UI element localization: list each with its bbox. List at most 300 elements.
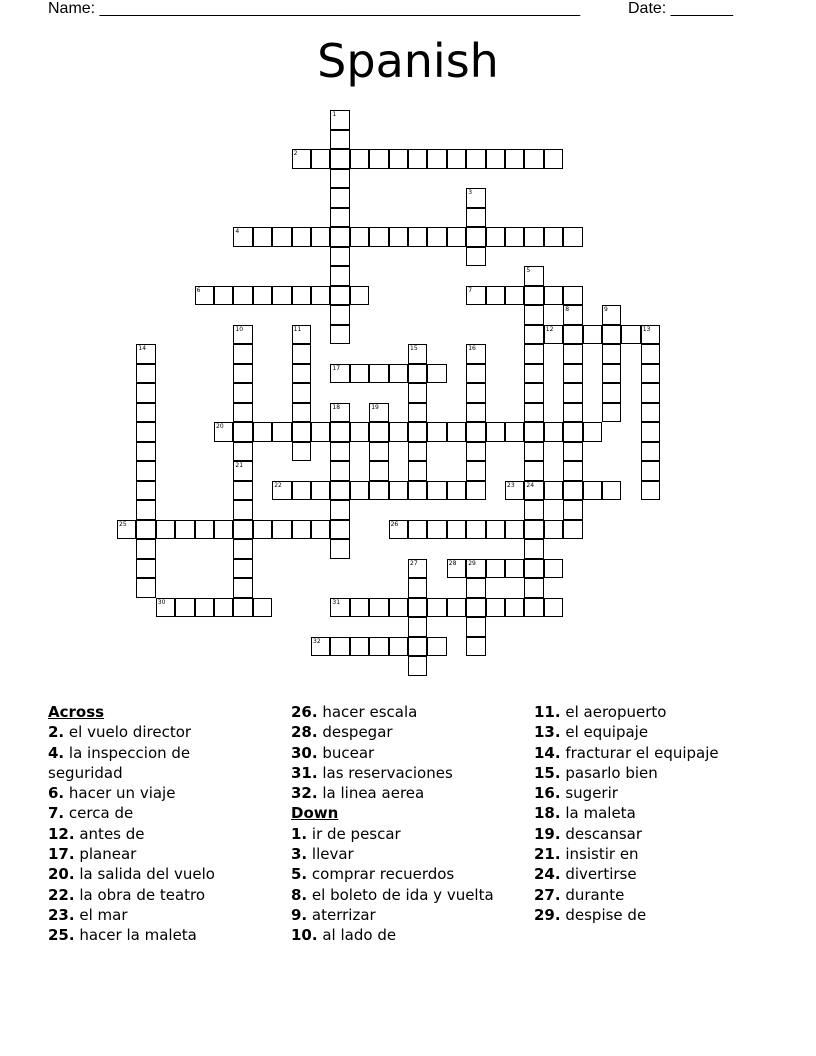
cell-number: 24 [526,481,535,489]
grid-cell[interactable] [524,149,543,169]
grid-cell[interactable] [544,325,563,345]
page-title: Spanish [317,34,499,88]
clue-column-2 [291,702,531,946]
grid-cell[interactable] [292,325,311,345]
grid-cell[interactable] [330,208,349,228]
grid-cell[interactable] [350,364,369,384]
grid-cell[interactable] [330,188,349,208]
grid-cell[interactable] [466,364,485,384]
grid-cell[interactable] [311,481,330,501]
grid-cell[interactable] [292,481,311,501]
grid-cell[interactable] [330,247,349,267]
cell-number: 1 [332,111,337,118]
grid-cell[interactable] [524,286,543,306]
grid-cell[interactable] [369,422,388,442]
grid-cell[interactable] [175,598,194,618]
grid-cell[interactable] [369,364,388,384]
cell-number: 11 [293,325,302,333]
grid-cell[interactable] [195,598,214,618]
grid-cell[interactable] [156,520,175,540]
grid-cell[interactable] [602,325,621,345]
grid-cell[interactable] [214,286,233,306]
grid-cell[interactable] [524,598,543,618]
grid-cell[interactable] [641,403,660,423]
grid-cell[interactable] [408,598,427,618]
grid-cell[interactable] [486,520,505,540]
grid-cell[interactable] [544,227,563,247]
grid-cell[interactable] [466,442,485,462]
grid-cell[interactable] [369,149,388,169]
grid-cell[interactable] [583,325,602,345]
grid-cell[interactable] [505,286,524,306]
grid-cell[interactable] [524,422,543,442]
clue-number: 26. [291,703,318,721]
clue-text: hacer la maleta [79,926,197,945]
grid-cell[interactable] [427,227,446,247]
grid-cell[interactable] [330,539,349,559]
grid-cell[interactable] [233,422,252,442]
grid-cell[interactable] [330,637,349,657]
grid-cell[interactable] [350,598,369,618]
down-clue [291,925,531,945]
grid-cell[interactable] [330,481,349,501]
cell-number: 20 [216,423,224,430]
grid-cell[interactable] [408,403,427,423]
grid-cell[interactable] [563,227,582,247]
grid-cell[interactable] [408,442,427,462]
grid-cell[interactable] [408,227,427,247]
grid-cell[interactable] [427,149,446,169]
grid-cell[interactable] [389,227,408,247]
grid-cell[interactable] [408,422,427,442]
cell-number: 26 [390,520,399,528]
grid-cell[interactable] [389,364,408,384]
grid-cell[interactable] [641,344,660,364]
clue-number: 17. [48,845,75,864]
grid-cell[interactable] [563,520,582,540]
clue-number: 7. [48,804,65,823]
grid-cell[interactable] [602,481,621,501]
grid-cell[interactable] [330,227,349,247]
grid-cell[interactable] [447,481,466,501]
grid-cell[interactable] [214,598,233,618]
grid-cell[interactable] [466,422,485,442]
clue-number: 20. [48,865,75,884]
grid-cell[interactable] [233,227,252,247]
clue-text: divertirse [565,865,637,884]
grid-cell[interactable] [466,617,485,637]
grid-cell[interactable] [641,461,660,481]
grid-cell[interactable] [427,598,446,618]
down-clue [534,885,774,905]
grid-cell[interactable] [311,637,330,657]
grid-cell[interactable] [389,637,408,657]
grid-cell[interactable] [641,442,660,462]
grid-cell[interactable] [311,149,330,169]
grid-cell[interactable] [136,559,155,579]
clue-text: la inspeccion de [68,743,191,762]
grid-cell[interactable] [466,188,485,208]
clue-number: 4. [48,743,65,762]
grid-cell[interactable] [466,403,485,423]
grid-cell[interactable] [214,422,233,442]
grid-cell[interactable] [505,520,524,540]
clue-text: llevar [311,845,354,864]
grid-cell[interactable] [524,500,543,520]
grid-cell[interactable] [486,559,505,579]
grid-cell[interactable] [330,520,349,540]
clue-number: 18. [534,804,561,823]
grid-cell[interactable] [486,149,505,169]
across-clue [48,743,288,763]
grid-cell[interactable] [583,422,602,442]
grid-cell[interactable] [389,598,408,618]
grid-cell[interactable] [292,227,311,247]
grid-cell[interactable] [466,383,485,403]
grid-cell[interactable] [544,481,563,501]
grid-cell[interactable] [330,149,349,169]
grid-cell[interactable] [408,383,427,403]
grid-cell[interactable] [563,344,582,364]
clue-text: la salida del vuelo [79,865,215,884]
grid-cell[interactable] [195,286,214,306]
grid-cell[interactable] [350,149,369,169]
clue-text: despegar [322,723,393,742]
grid-cell[interactable] [136,403,155,423]
grid-cell[interactable] [330,598,349,618]
grid-cell[interactable] [524,403,543,423]
grid-cell[interactable] [350,422,369,442]
grid-cell[interactable] [389,481,408,501]
grid-cell[interactable] [524,227,543,247]
grid-cell[interactable] [292,520,311,540]
grid-cell[interactable] [330,461,349,481]
grid-cell[interactable] [505,481,524,501]
grid-cell[interactable] [486,598,505,618]
grid-cell[interactable] [505,227,524,247]
grid-cell[interactable] [330,364,349,384]
grid-cell[interactable] [447,520,466,540]
grid-cell[interactable] [466,598,485,618]
grid-cell[interactable] [136,364,155,384]
cell-number: 22 [274,481,282,489]
down-clue [534,783,774,803]
grid-cell[interactable] [330,169,349,189]
grid-cell[interactable] [447,227,466,247]
grid-cell[interactable] [427,481,446,501]
grid-cell[interactable] [253,286,272,306]
grid-cell[interactable] [272,481,291,501]
grid-cell[interactable] [369,227,388,247]
grid-cell[interactable] [136,442,155,462]
grid-cell[interactable] [272,286,291,306]
grid-cell[interactable] [233,559,252,579]
grid-cell[interactable] [292,364,311,384]
grid-cell[interactable] [466,637,485,657]
grid-cell[interactable] [233,481,252,501]
clue-text: las reservaciones [322,763,453,782]
grid-cell[interactable] [466,559,485,579]
grid-cell[interactable] [292,149,311,169]
grid-cell[interactable] [427,422,446,442]
grid-cell[interactable] [544,149,563,169]
grid-cell[interactable] [641,383,660,403]
grid-cell[interactable] [563,500,582,520]
grid-cell[interactable] [505,422,524,442]
grid-cell[interactable] [369,637,388,657]
grid-cell[interactable] [544,520,563,540]
grid-cell[interactable] [466,286,485,306]
grid-cell[interactable] [292,344,311,364]
grid-cell[interactable] [563,461,582,481]
cell-number: 19 [371,403,379,411]
grid-cell[interactable] [330,500,349,520]
grid-cell[interactable] [466,247,485,267]
grid-cell[interactable] [330,266,349,286]
grid-cell[interactable] [272,227,291,247]
grid-cell[interactable] [505,559,524,579]
grid-cell[interactable] [389,149,408,169]
grid-cell[interactable] [408,656,427,676]
grid-cell[interactable] [447,149,466,169]
grid-cell[interactable] [233,383,252,403]
grid-cell[interactable] [408,520,427,540]
grid-cell[interactable] [544,598,563,618]
grid-cell[interactable] [233,461,252,481]
grid-cell[interactable] [350,227,369,247]
grid-cell[interactable] [311,422,330,442]
grid-cell[interactable] [233,500,252,520]
down-clue [534,702,774,722]
grid-cell[interactable] [524,539,543,559]
grid-cell[interactable] [583,481,602,501]
clue-number: 27. [534,885,561,904]
grid-cell[interactable] [408,637,427,657]
grid-cell[interactable] [563,383,582,403]
grid-cell[interactable] [292,403,311,423]
grid-cell[interactable] [369,442,388,462]
grid-cell[interactable] [136,461,155,481]
grid-cell[interactable] [447,598,466,618]
grid-cell[interactable] [641,422,660,442]
grid-cell[interactable] [369,481,388,501]
clue-text: sugerir [565,784,618,803]
grid-cell[interactable] [524,578,543,598]
grid-cell[interactable] [563,305,582,325]
across-clue [48,905,288,925]
grid-cell[interactable] [369,403,388,423]
grid-cell[interactable] [505,149,524,169]
grid-cell[interactable] [233,286,252,306]
grid-cell[interactable] [350,286,369,306]
grid-cell[interactable] [330,110,349,130]
cell-number: 8 [565,306,570,313]
grid-cell[interactable] [524,383,543,403]
grid-cell[interactable] [330,422,349,442]
grid-cell[interactable] [544,559,563,579]
grid-cell[interactable] [524,442,543,462]
grid-cell[interactable] [466,481,485,501]
grid-cell[interactable] [136,539,155,559]
grid-cell[interactable] [486,286,505,306]
grid-cell[interactable] [563,442,582,462]
grid-cell[interactable] [350,637,369,657]
grid-cell[interactable] [253,520,272,540]
grid-cell[interactable] [233,520,252,540]
grid-cell[interactable] [524,481,543,501]
grid-cell[interactable] [466,344,485,364]
grid-cell[interactable] [408,461,427,481]
down-clue [291,824,531,844]
clue-number: 1. [291,824,308,843]
grid-cell[interactable] [602,305,621,325]
grid-cell[interactable] [233,578,252,598]
grid-cell[interactable] [408,344,427,364]
grid-cell[interactable] [311,227,330,247]
grid-cell[interactable] [253,598,272,618]
grid-cell[interactable] [408,149,427,169]
grid-cell[interactable] [233,598,252,618]
clue-text: insistir en [565,845,639,864]
grid-cell[interactable] [563,325,582,345]
grid-cell[interactable] [563,481,582,501]
grid-cell[interactable] [524,461,543,481]
clue-number: 28. [291,723,318,742]
across-clue [291,763,531,783]
clue-text: seguridad [48,763,123,782]
grid-cell[interactable] [602,383,621,403]
grid-cell[interactable] [292,422,311,442]
grid-cell[interactable] [233,344,252,364]
grid-cell[interactable] [524,520,543,540]
grid-cell[interactable] [233,403,252,423]
grid-cell[interactable] [427,520,446,540]
grid-cell[interactable] [563,286,582,306]
grid-cell[interactable] [544,422,563,442]
grid-cell[interactable] [524,325,543,345]
grid-cell[interactable] [233,442,252,462]
clue-number: 22. [48,885,75,904]
cell-number: 28 [448,559,457,567]
down-clue [291,844,531,864]
grid-cell[interactable] [136,383,155,403]
grid-cell[interactable] [466,208,485,228]
grid-cell[interactable] [136,422,155,442]
grid-cell[interactable] [330,130,349,150]
grid-cell[interactable] [389,422,408,442]
grid-cell[interactable] [195,520,214,540]
grid-cell[interactable] [621,325,640,345]
grid-cell[interactable] [136,520,155,540]
grid-cell[interactable] [447,559,466,579]
grid-cell[interactable] [214,520,233,540]
grid-cell[interactable] [408,578,427,598]
grid-cell[interactable] [408,617,427,637]
grid-cell[interactable] [136,578,155,598]
grid-cell[interactable] [641,364,660,384]
grid-cell[interactable] [427,364,446,384]
clue-number: 11. [534,703,561,721]
grid-cell[interactable] [389,520,408,540]
grid-cell[interactable] [524,344,543,364]
grid-cell[interactable] [233,325,252,345]
grid-cell[interactable] [524,559,543,579]
grid-cell[interactable] [272,520,291,540]
grid-cell[interactable] [466,149,485,169]
grid-cell[interactable] [524,305,543,325]
grid-cell[interactable] [602,364,621,384]
grid-cell[interactable] [641,481,660,501]
clue-column-3 [534,702,774,925]
down-clue [291,905,531,925]
grid-cell[interactable] [292,442,311,462]
grid-cell[interactable] [330,442,349,462]
grid-cell[interactable] [233,364,252,384]
grid-cell[interactable] [524,364,543,384]
grid-cell[interactable] [156,598,175,618]
clue-column-1 [48,702,288,946]
grid-cell[interactable] [330,325,349,345]
grid-cell[interactable] [563,403,582,423]
grid-cell[interactable] [311,520,330,540]
grid-cell[interactable] [447,422,466,442]
grid-cell[interactable] [408,364,427,384]
grid-cell[interactable] [602,403,621,423]
grid-cell[interactable] [330,286,349,306]
clue-number: 2. [48,723,65,742]
grid-cell[interactable] [641,325,660,345]
grid-cell[interactable] [524,266,543,286]
grid-cell[interactable] [466,578,485,598]
grid-cell[interactable] [233,539,252,559]
grid-cell[interactable] [466,520,485,540]
grid-cell[interactable] [253,227,272,247]
grid-cell[interactable] [602,344,621,364]
grid-cell[interactable] [350,481,369,501]
grid-cell[interactable] [427,637,446,657]
grid-cell[interactable] [408,481,427,501]
grid-cell[interactable] [330,403,349,423]
cell-number: 31 [332,598,341,606]
grid-cell[interactable] [563,422,582,442]
grid-cell[interactable] [330,305,349,325]
grid-cell[interactable] [544,286,563,306]
clue-text: durante [565,885,625,904]
grid-cell[interactable] [136,481,155,501]
grid-cell[interactable] [292,383,311,403]
grid-cell[interactable] [369,461,388,481]
grid-cell[interactable] [136,500,155,520]
grid-cell[interactable] [466,227,485,247]
grid-cell[interactable] [311,286,330,306]
grid-cell[interactable] [117,520,136,540]
grid-cell[interactable] [253,422,272,442]
grid-cell[interactable] [272,422,291,442]
clue-number: 3. [291,845,308,864]
grid-cell[interactable] [486,227,505,247]
grid-cell[interactable] [136,344,155,364]
grid-cell[interactable] [505,598,524,618]
grid-cell[interactable] [292,286,311,306]
grid-cell[interactable] [175,520,194,540]
grid-cell[interactable] [466,461,485,481]
cell-number: 15 [410,345,418,352]
grid-cell[interactable] [486,422,505,442]
grid-cell[interactable] [369,598,388,618]
cell-number: 4 [235,228,240,235]
grid-cell[interactable] [408,559,427,579]
grid-cell[interactable] [563,364,582,384]
